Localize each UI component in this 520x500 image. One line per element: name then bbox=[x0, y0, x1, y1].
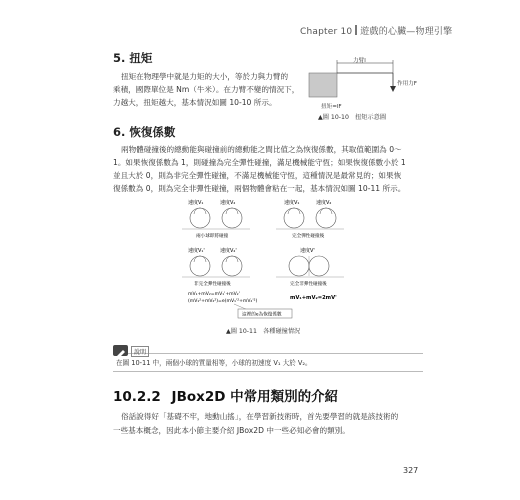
velocity-v1-prime-label: 速度V₁' bbox=[188, 248, 205, 254]
callout-text: 這裡的e為恢復係數 bbox=[242, 312, 282, 318]
arm-label: 力臂l bbox=[353, 58, 366, 64]
restitution-paragraph-line: 1。如果恢復係數為 1，則碰撞為完全彈性碰撞，滿足機械能守恆；如果恢復係數小於 1 bbox=[113, 158, 406, 167]
panel-before-collision bbox=[182, 199, 250, 239]
torque-paragraph-line: 力越大，扭矩越大，基本情況如圖 10-10 所示。 bbox=[113, 98, 277, 107]
velocity-v1-label: 速度V₁ bbox=[284, 200, 300, 206]
caption-partially-elastic: 非完全彈性碰撞後 bbox=[194, 282, 231, 287]
ball-1 bbox=[284, 208, 304, 228]
pencil-icon bbox=[113, 345, 128, 356]
ball-2 bbox=[222, 208, 242, 228]
force-arrow-head bbox=[390, 86, 396, 92]
chapter-title: 遊戲的心臟—物理引擎 bbox=[360, 27, 453, 37]
section-number: 10.2.2 bbox=[113, 389, 161, 405]
collision-diagram bbox=[170, 196, 360, 320]
figure-caption-10-11: ▲圖 10-11 各種碰撞情況 bbox=[226, 328, 301, 335]
torque-paragraph-line: 乘積，國際單位是 Nm（牛米）。在力臂不變的情況下， bbox=[113, 85, 300, 94]
section-title-torque: 5. 扭矩 bbox=[113, 51, 153, 65]
figure-caption-10-10: ▲圖 10-10 扭矩示意圖 bbox=[318, 114, 387, 121]
velocity-v2-label: 速度V₂ bbox=[220, 200, 236, 206]
inelastic-equation: mV₁+mV₂=2mV' bbox=[290, 295, 337, 301]
restitution-paragraph-line: 復係數為 0，則為完全非彈性碰撞，兩個物體會粘在一起，基本情況如圖 10-11 所示。 bbox=[113, 184, 406, 193]
jbox2d-paragraph-line: 俗話說得好「基礎不牢，地動山搖」，在學習新技術時，首先要學習的就是該技術的 bbox=[121, 412, 399, 421]
restitution-equation: (mV₁²+mV₂²)=e(mV₁'²+mV₂'²) bbox=[188, 299, 258, 304]
velocity-v2-prime-label: 速度V₂' bbox=[220, 248, 237, 254]
section-heading-text: JBox2D 中常用類別的介紹 bbox=[171, 389, 339, 405]
ball-2 bbox=[309, 256, 329, 276]
momentum-equation: mV₁+mV₂=mV₁'+mV₂' bbox=[188, 292, 240, 297]
velocity-v2-label: 速度V₂ bbox=[316, 200, 332, 206]
velocity-v-prime-label: 速度V' bbox=[300, 248, 315, 254]
panel-elastic bbox=[276, 199, 344, 239]
ball-1 bbox=[190, 208, 210, 228]
section-heading-10-2-2 bbox=[113, 385, 338, 405]
section-title-restitution: 6. 恢復係數 bbox=[113, 125, 176, 139]
caption-elastic: 完全彈性碰撞後 bbox=[292, 234, 325, 239]
restitution-paragraph-line: 兩物體碰撞後的總動能與碰撞前的總動能之間比值之為恢復係數，其取值範圍為 0～ bbox=[121, 145, 402, 154]
force-label: 作用力F bbox=[397, 81, 417, 87]
panel-partially-elastic bbox=[182, 247, 250, 287]
note-text: 在圖 10-11 中，兩個小球的質量相等，小球的初速度 V₁ 大於 V₂。 bbox=[116, 359, 312, 367]
ball-1 bbox=[190, 256, 210, 276]
note-label: 說明 bbox=[131, 346, 149, 357]
velocity-v1-label: 速度V₁ bbox=[188, 200, 204, 206]
caption-inelastic: 完全非彈性碰撞後 bbox=[290, 282, 327, 287]
ball-2 bbox=[222, 256, 242, 276]
header-divider bbox=[355, 25, 357, 35]
ball-1 bbox=[289, 256, 309, 276]
caption-before: 兩小球即將碰撞 bbox=[196, 234, 229, 239]
panel-inelastic bbox=[276, 247, 344, 287]
chapter-number: Chapter 10 bbox=[300, 27, 353, 37]
page-number: 327 bbox=[403, 466, 419, 475]
running-header bbox=[300, 24, 452, 37]
torque-block bbox=[309, 73, 337, 97]
restitution-paragraph-line: 並且大於 0，則為非完全彈性碰撞，不滿足機械能守恆，這種情況是最常見的；如果恢 bbox=[113, 171, 402, 180]
jbox2d-paragraph-line: 一些基本概念，因此本小節主要介紹 JBox2D 中一些必知必會的類別。 bbox=[113, 426, 350, 435]
torque-paragraph-line: 扭矩在物理學中就是力矩的大小，等於力與力臂的 bbox=[121, 72, 289, 81]
torque-formula: 扭矩=lF bbox=[321, 104, 342, 110]
ball-2 bbox=[316, 208, 336, 228]
